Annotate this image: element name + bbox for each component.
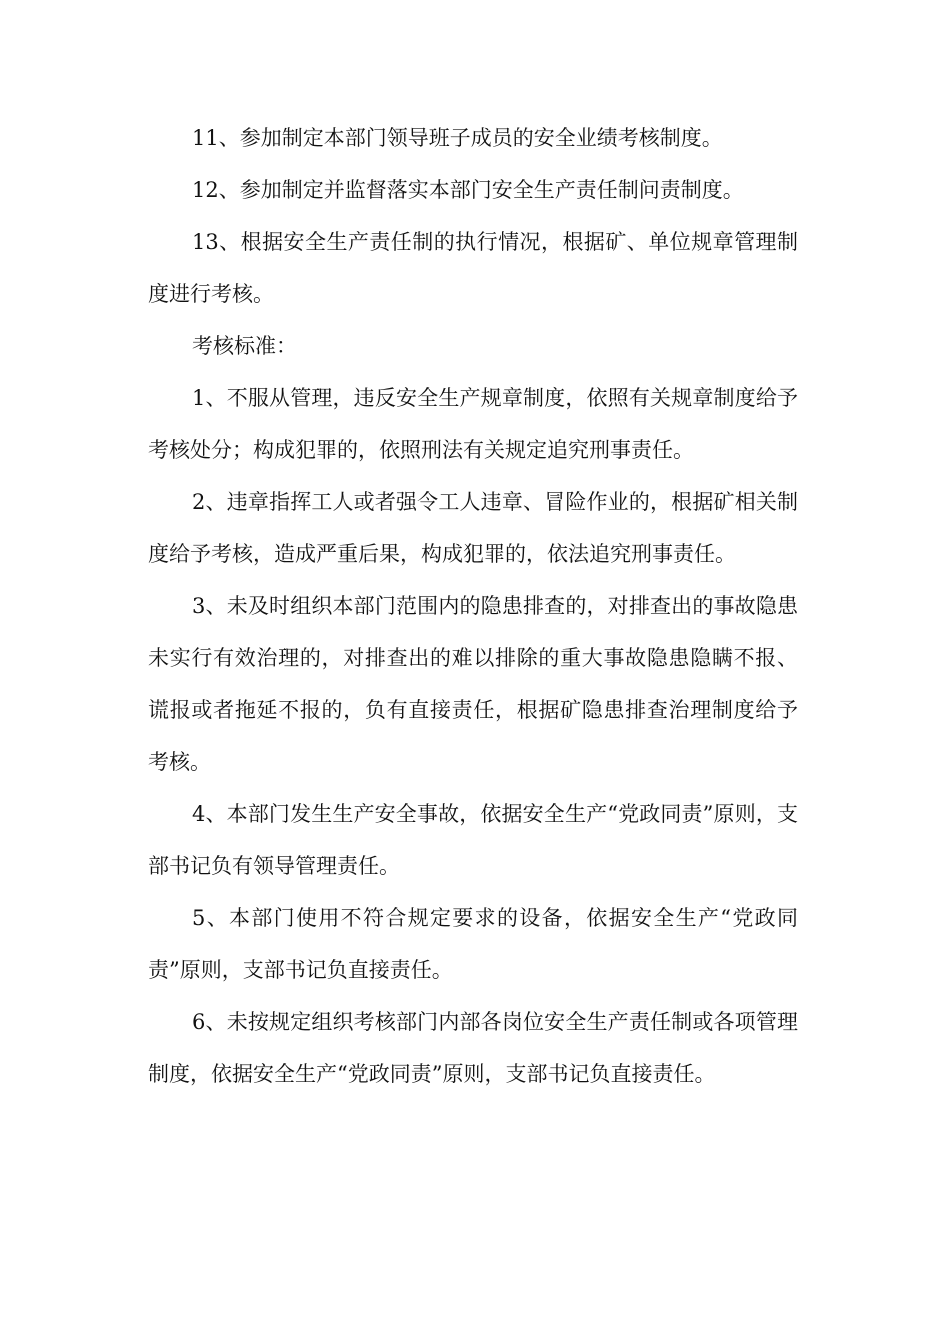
paragraph-item-12: 12、参加制定并监督落实本部门安全生产责任制问责制度。 <box>192 178 744 202</box>
assessment-item-4: 4、本部门发生生产安全事故，依据安全生产“党政同责”原则，支部书记负有领导管理责任。 <box>148 802 798 878</box>
assessment-item-3: 3、未及时组织本部门范围内的隐患排查的，对排查出的事故隐患未实行有效治理的，对排查出的难以排除的重大事故隐患隐瞒不报、谎报或者拖延不报的，负有直接责任，根据矿隐患排查治理制度给予考核。 <box>148 594 798 774</box>
assessment-item-1: 1、不服从管理，违反安全生产规章制度，依照有关规章制度给予考核处分；构成犯罪的，依照刑法有关规定追究刑事责任。 <box>148 386 798 462</box>
assessment-item-5: 5、本部门使用不符合规定要求的设备，依据安全生产“党政同责”原则，支部书记负直接责任。 <box>148 906 798 982</box>
assessment-item-6: 6、未按规定组织考核部门内部各岗位安全生产责任制或各项管理制度，依据安全生产“党政同责”原则，支部书记负直接责任。 <box>148 1010 798 1086</box>
document-body <box>148 112 798 1100</box>
paragraph-item-11: 11、参加制定本部门领导班子成员的安全业绩考核制度。 <box>192 126 723 150</box>
assessment-item-2: 2、违章指挥工人或者强令工人违章、冒险作业的，根据矿相关制度给予考核，造成严重后果，构成犯罪的，依法追究刑事责任。 <box>148 490 798 566</box>
paragraph-item-13: 13、根据安全生产责任制的执行情况，根据矿、单位规章管理制度进行考核。 <box>148 230 798 306</box>
section-heading-assessment-standards: 考核标准： <box>192 334 297 358</box>
